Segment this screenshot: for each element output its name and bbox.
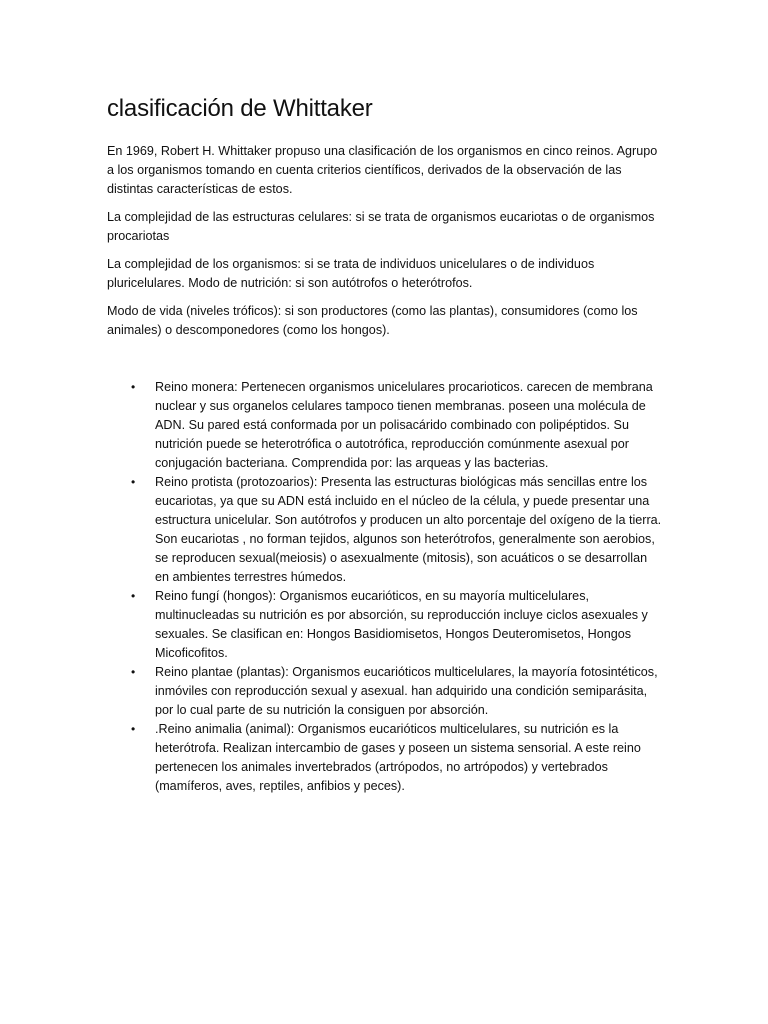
document-title: clasificación de Whittaker [107, 95, 373, 122]
intro-paragraph: En 1969, Robert H. Whittaker propuso una clasificación de los organismos en cinco reinos. Agrupo a los organismos tomando en cuenta criterios científicos, derivados de la observación de las distintas características de estos. [107, 144, 658, 196]
list-item-text: Reino plantae (plantas): Organismos eucarióticos multicelulares, la mayoría fotosintéticos, inmóviles con reproducción sexual y asexual. han adquirido una condición semiparásita, por lo cual parte de su nutrición la consiguen por absorción. [155, 665, 658, 717]
criterion-trophic-level: Modo de vida (niveles tróficos): si son productores (como las plantas), consumidores (como los animales) o descomponedores (como los hongos). [107, 304, 638, 337]
list-item-text: Reino protista (protozoarios): Presenta las estructuras biológicas más sencillas entre los eucariotas, ya que su ADN está incluido en el núcleo de la célula, y puede presentar una estructura unicelular. Son autótrofos y producen un alto porcentaje del oxígeno de la tierra. Son eucariotas , no forman tejidos, algunos son heterótrofos, generalmente son aerobios, se reproducen sexual(meiosis) o asexualmente (mitosis), son acuáticos o se desarrollan en ambientes terrestres húmedos. [155, 475, 662, 584]
list-item-text: .Reino animalia (animal): Organismos eucarióticos multicelulares, su nutrición es la heterótrofa. Realizan intercambio de gases y poseen un sistema sensorial. A este reino pertenecen los animales invertebrados (artrópodos, no artrópodos) y vertebrados (mamíferos, aves, reptiles, anfibios y peces). [155, 722, 641, 793]
bullet-icon: • [131, 722, 136, 736]
kingdom-list [107, 378, 663, 796]
bullet-icon: • [131, 380, 136, 394]
criterion-cell-structure: La complejidad de las estructuras celulares: si se trata de organismos eucariotas o de organismos procariotas [107, 210, 655, 243]
list-item-text: Reino fungí (hongos): Organismos eucarióticos, en su mayoría multicelulares, multinucleadas su nutrición es por absorción, su reproducción incluye ciclos asexuales y sexuales. Se clasifican en: Hongos Basidiomisetos, Hongos Deuteromisetos, Hongos Micoficofitos. [155, 589, 648, 660]
list-item-plantae [107, 663, 663, 720]
bullet-icon: • [131, 589, 136, 603]
document-page [107, 92, 663, 796]
list-item-animalia [107, 720, 663, 796]
list-item-monera [107, 378, 663, 473]
list-item-fungi [107, 587, 663, 663]
criterion-organism-complexity: La complejidad de los organismos: si se trata de individuos unicelulares o de individuos pluricelulares. Modo de nutrición: si son autótrofos o heterótrofos. [107, 257, 595, 290]
bullet-icon: • [131, 665, 136, 679]
list-item-text: Reino monera: Pertenecen organismos unicelulares procarioticos. carecen de membrana nuclear y sus organelos celulares tampoco tienen membranas. poseen una molécula de ADN. Su pared está conformada por un polisacárido combinado con polipéptidos. Su nutrición puede se heterotrófica o autotrófica, reproducción comúnmente asexual por conjugación bacteriana. Comprendida por: las arqueas y las bacterias. [155, 380, 653, 470]
list-item-protista [107, 473, 663, 587]
bullet-icon: • [131, 475, 136, 489]
